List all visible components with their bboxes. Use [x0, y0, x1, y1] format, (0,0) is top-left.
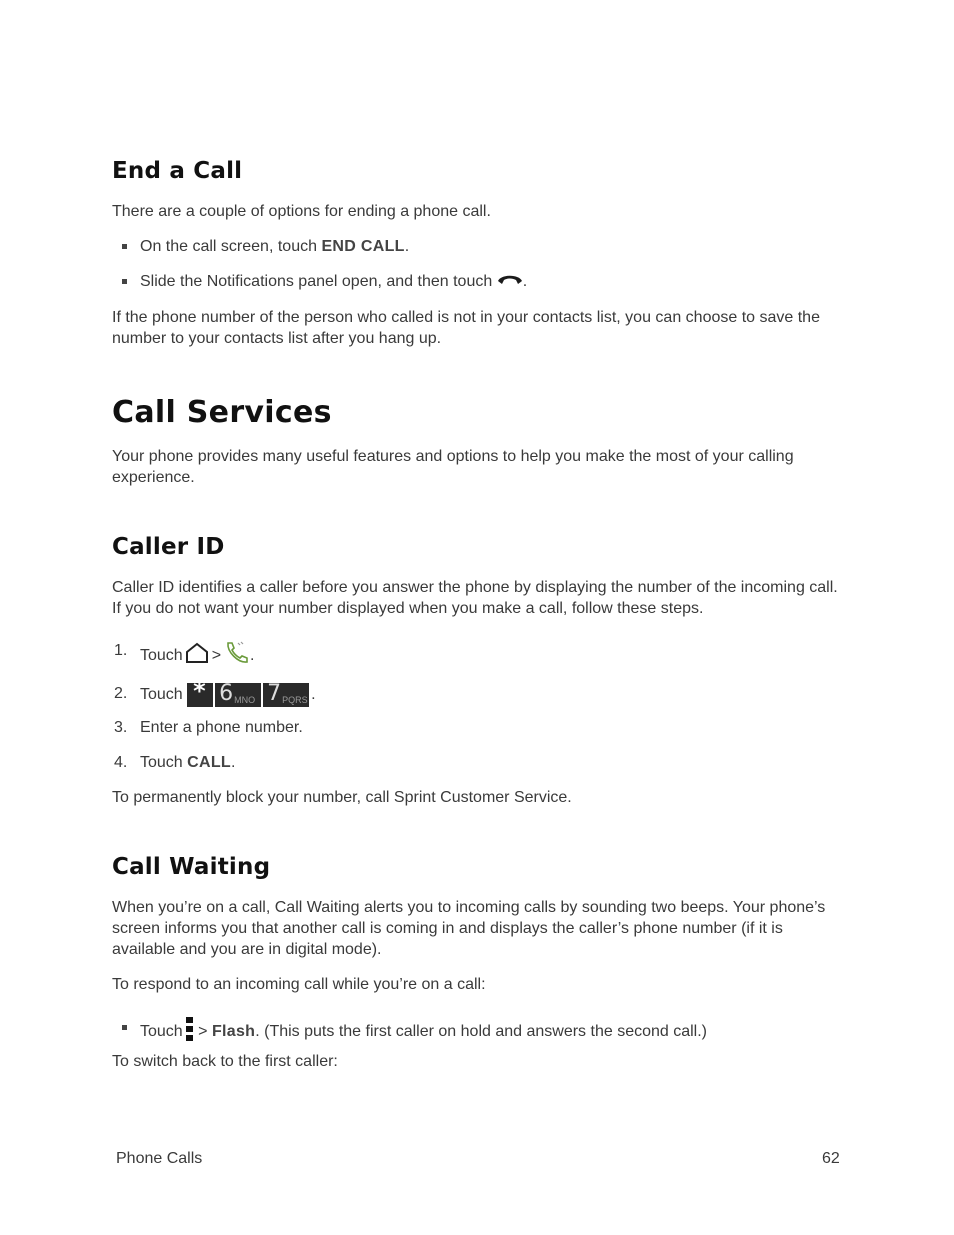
six-key-icon — [215, 683, 261, 707]
step-text: Touch — [140, 647, 183, 665]
punctuation: . — [250, 647, 255, 665]
end-call-label: END CALL — [321, 238, 405, 255]
caller-id-outro: To permanently block your number, call Sprint Customer Service. — [112, 789, 572, 806]
seven-key-icon — [263, 683, 309, 707]
phone-icon — [224, 640, 250, 672]
step-number: 4. — [114, 754, 128, 771]
bullet-marker — [122, 279, 127, 284]
separator: > — [193, 1023, 212, 1041]
call-waiting-intro: When you’re on a call, Call Waiting alerts you to incoming calls by sounding two beeps. Your phone’s screen informs you that another call is coming in and displays the caller’s phone number (if it is available and you are in digital mode). — [112, 899, 826, 958]
call-label: CALL — [187, 754, 231, 771]
end-call-icon — [497, 271, 523, 292]
key-label: 6 — [219, 681, 234, 706]
step-text: Touch — [140, 754, 188, 771]
step-text: Touch — [140, 686, 183, 704]
footer-page-number: 62 — [822, 1150, 840, 1167]
bullet-text: On the call screen, touch — [140, 238, 322, 255]
step-number: 2. — [114, 685, 128, 702]
call-waiting-switch-back: To switch back to the first caller: — [112, 1053, 338, 1070]
separator: > — [211, 647, 222, 665]
footer-section-title: Phone Calls — [116, 1150, 203, 1167]
bullet-marker — [122, 244, 127, 249]
bullet-text: Slide the Notifications panel open, and then touch — [140, 273, 497, 290]
key-letters: PQRS — [282, 695, 308, 705]
key-label: * — [193, 677, 206, 705]
heading-call-waiting: Call Waiting — [112, 854, 271, 880]
home-icon — [185, 642, 209, 670]
punctuation: . — [231, 754, 236, 771]
key-label: 7 — [267, 681, 282, 706]
bullet-text: . (This puts the first caller on hold and answers the second call.) — [255, 1023, 708, 1041]
caller-id-intro: Caller ID identifies a caller before you answer the phone by displaying the number of the incoming call. If you do not want your number displayed when you make a call, follow these steps. — [112, 579, 838, 617]
punctuation: . — [404, 238, 410, 255]
punctuation: . — [522, 273, 528, 290]
step-number: 3. — [114, 719, 128, 736]
heading-end-a-call: End a Call — [112, 158, 243, 184]
key-letters: MNO — [234, 695, 256, 705]
call-services-intro: Your phone provides many useful features and options to help you make the most of your calling experience. — [112, 448, 794, 486]
step-number: 1. — [114, 642, 128, 659]
bullet-marker — [122, 1025, 127, 1030]
punctuation: . — [311, 686, 316, 704]
menu-icon — [186, 1017, 194, 1047]
heading-call-services: Call Services — [112, 395, 332, 430]
heading-caller-id: Caller ID — [112, 534, 225, 560]
flash-label: Flash — [211, 1023, 256, 1041]
end-call-note: If the phone number of the person who called is not in your contacts list, you can choose to save the number to your contacts list after you hang up. — [112, 309, 820, 347]
call-waiting-respond: To respond to an incoming call while you’re on a call: — [112, 976, 486, 993]
step-text: Enter a phone number. — [140, 719, 303, 736]
star-key-icon — [187, 677, 213, 707]
end-call-intro: There are a couple of options for ending a phone call. — [112, 203, 491, 220]
bullet-text: Touch — [140, 1023, 183, 1041]
